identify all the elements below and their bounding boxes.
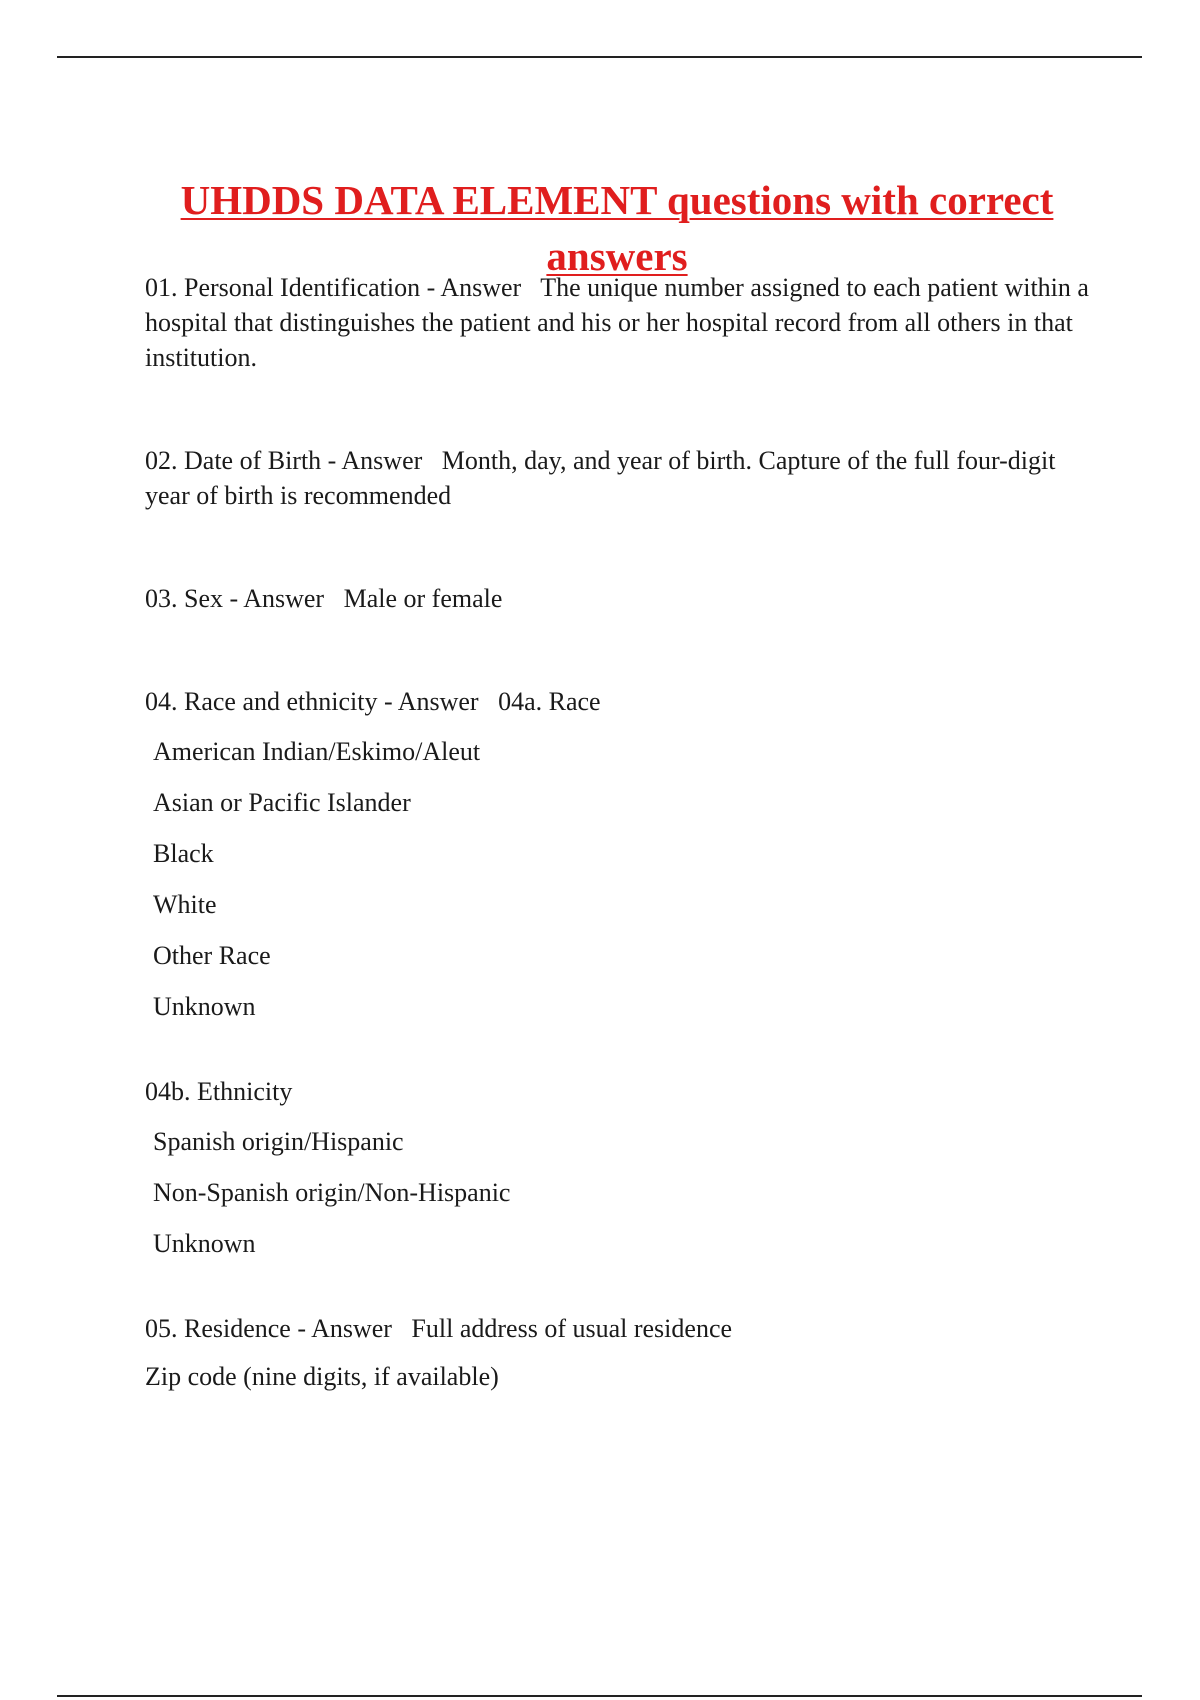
race-options-list — [145, 726, 1090, 1032]
list-item: American Indian/Eskimo/Aleut — [153, 737, 481, 766]
residence-zip-note: Zip code (nine digits, if available) — [145, 1362, 499, 1391]
question-personal-identification: 01. Personal Identification - Answer The unique number assigned to each patient within a hospital that distinguishes the patient and his or her hospital record from all others in that institution. — [145, 273, 1096, 372]
list-item: Spanish origin/Hispanic — [153, 1127, 404, 1156]
list-item: White — [153, 890, 217, 919]
top-rule — [57, 56, 1142, 58]
list-item: Other Race — [153, 941, 271, 970]
spacer — [145, 1032, 1090, 1074]
question-date-of-birth: 02. Date of Birth - Answer Month, day, and year of birth. Capture of the full four-digit year of birth is recommended — [145, 446, 1062, 510]
list-item: Unknown — [153, 992, 256, 1021]
ethnicity-heading: 04b. Ethnicity — [145, 1077, 293, 1106]
bottom-rule — [57, 1695, 1142, 1697]
spacer — [145, 1269, 1090, 1311]
page-title: UHDDS DATA ELEMENT questions with correct answers — [180, 177, 1054, 280]
list-item: Non-Spanish origin/Non-Hispanic — [153, 1178, 511, 1207]
question-residence: 05. Residence - Answer Full address of usual residence — [145, 1314, 733, 1343]
ethnicity-options-list — [145, 1116, 1090, 1269]
list-item: Asian or Pacific Islander — [153, 788, 411, 817]
list-item: Black — [153, 839, 214, 868]
question-sex: 03. Sex - Answer Male or female — [145, 584, 503, 613]
document-body — [145, 270, 1096, 1394]
list-item: Unknown — [153, 1229, 256, 1258]
question-race-ethnicity: 04. Race and ethnicity - Answer 04a. Race — [145, 687, 601, 716]
